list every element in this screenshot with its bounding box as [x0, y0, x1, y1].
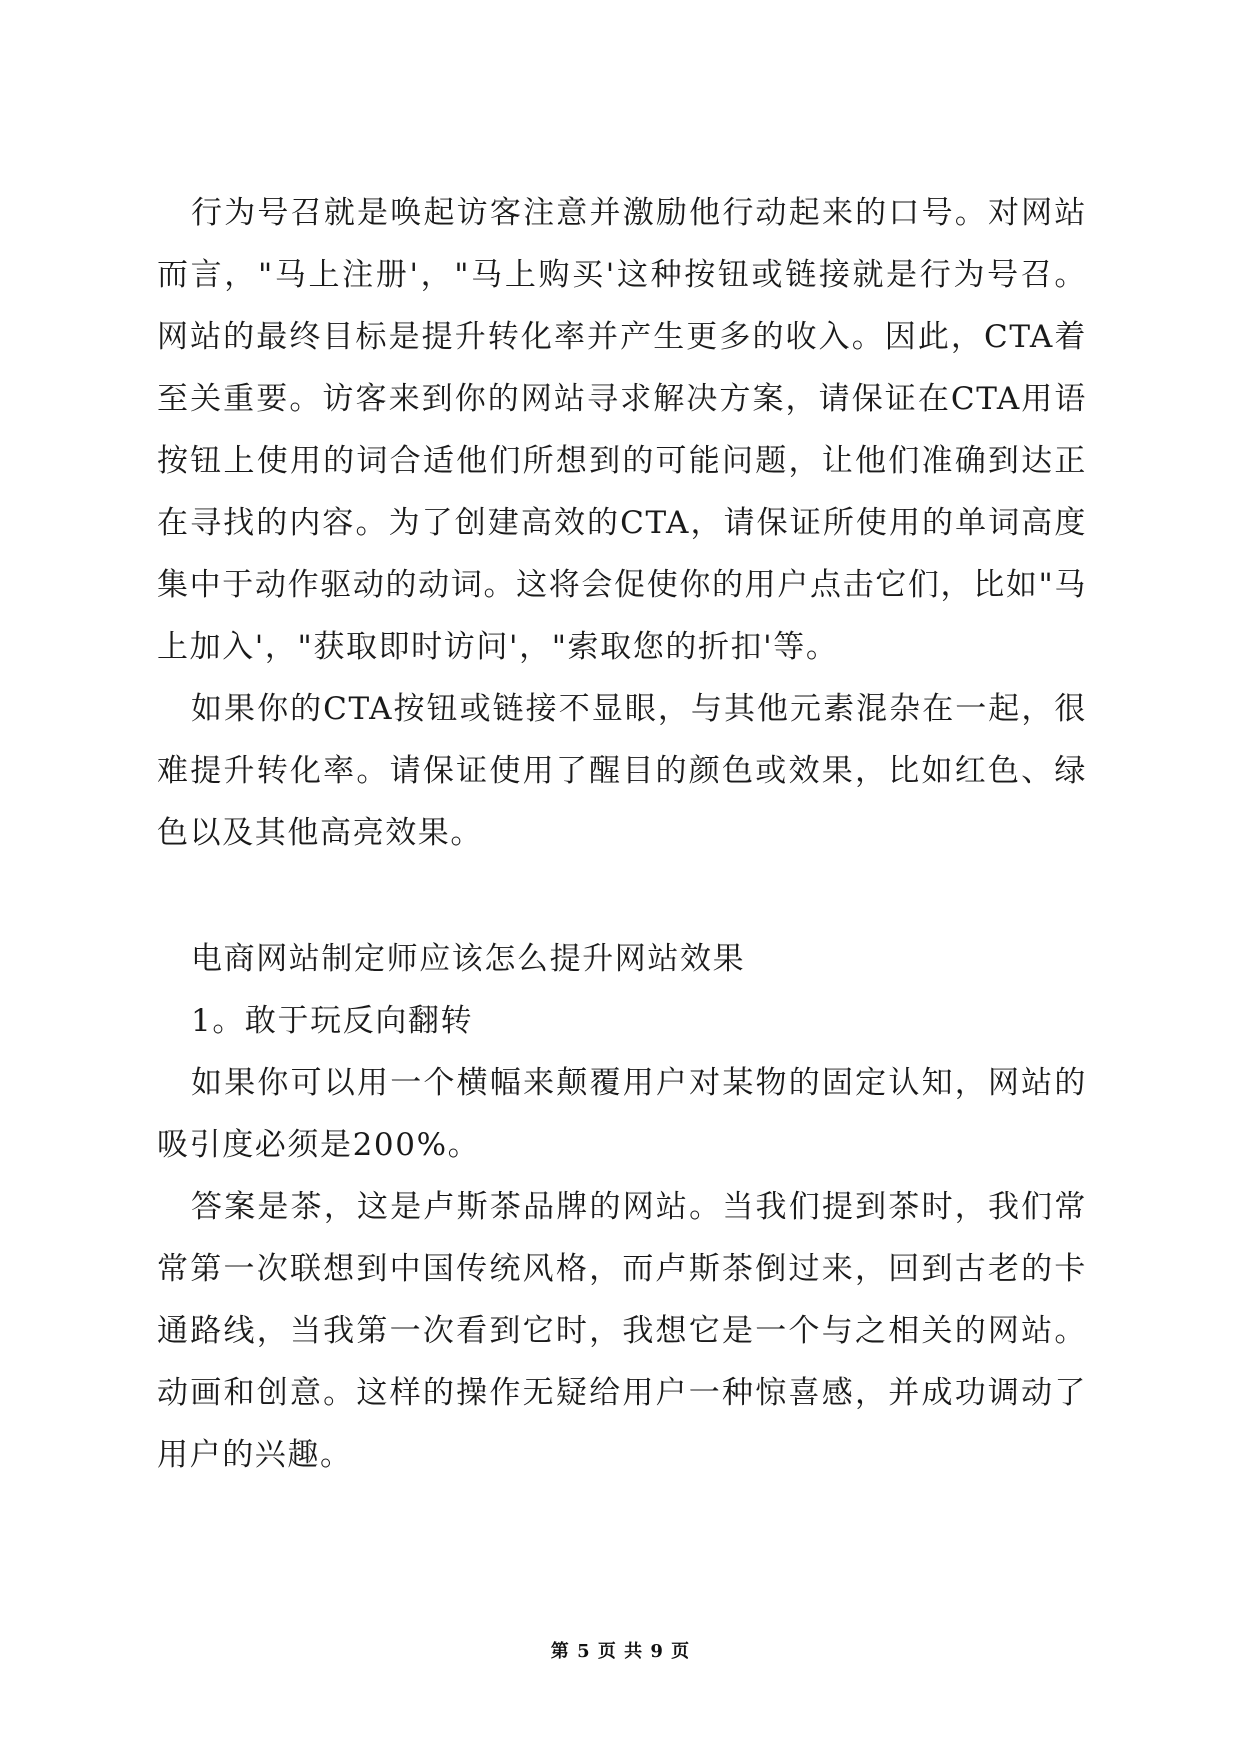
- paragraph-cta-visibility: 如果你的CTA按钮或链接不显眼，与其他元素混杂在一起，很难提升转化率。请保证使用了醒目的颜色或效果，比如红色、绿色以及其他高亮效果。: [157, 691, 1087, 851]
- paragraph-tea-example: 答案是茶，这是卢斯茶品牌的网站。当我们提到茶时，我们常常第一次联想到中国传统风格，而卢斯茶倒过来，回到古老的卡通路线，当我第一次看到它时，我想它是一个与之相关的网站。动画和创意。这样的操作无疑给用户一种惊喜感，并成功调动了用户的兴趣。: [157, 1189, 1087, 1473]
- paragraph-banner: 如果你可以用一个横幅来颠覆用户对某物的固定认知，网站的吸引度必须是200%。: [157, 1065, 1087, 1163]
- section-heading: 电商网站制定师应该怎么提升网站效果: [191, 941, 746, 977]
- paragraph-cta-definition: 行为号召就是唤起访客注意并激励他行动起来的口号。对网站而言，"马上注册'，"马上购买'这种按钮或链接就是行为号召。网站的最终目标是提升转化率并产生更多的收入。因此，CTA着至关重要。访客来到你的网站寻求解决方案，请保证在CTA用语按钮上使用的词合适他们所想到的可能问题，让他们准确到达正在寻找的内容。为了创建高效的CTA，请保证所使用的单词高度集中于动作驱动的动词。这将会促使你的用户点击它们，比如"马上加入'，"获取即时访问'，"索取您的折扣'等。: [157, 195, 1087, 665]
- subsection-heading: 1。敢于玩反向翻转: [191, 1003, 474, 1039]
- page-number-footer: 第 5 页 共 9 页: [550, 1641, 691, 1662]
- document-body: [157, 182, 1087, 1486]
